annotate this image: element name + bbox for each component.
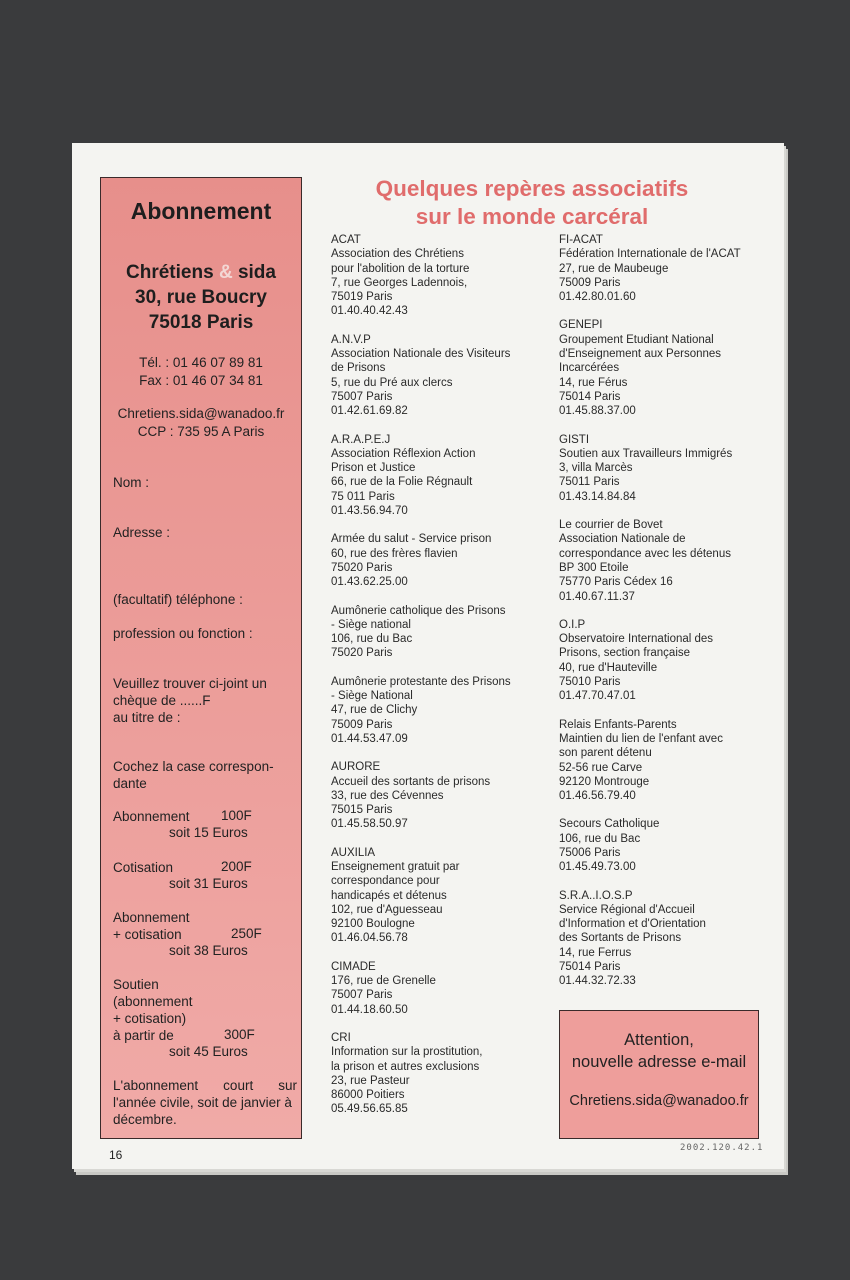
association-entry: [559, 318, 779, 418]
association-detail: 01.44.18.60.50: [331, 1003, 408, 1016]
association-detail: 106, rue du Bac: [331, 633, 413, 646]
cochez-line1: Cochez la case correspon-: [113, 759, 274, 774]
association-detail: 14, rue Ferrus: [559, 946, 632, 959]
association-entry: [331, 846, 551, 946]
association-detail: 75020 Paris: [331, 647, 393, 660]
cochez-instructions: [113, 758, 274, 792]
association-name: ACAT: [331, 234, 361, 246]
org-name: [101, 260, 301, 285]
association-name: S.R.A..I.O.S.P: [559, 889, 633, 902]
option-abonnement-label: Abonnement: [113, 809, 190, 824]
association-detail: 5, rue du Pré aux clercs: [331, 376, 453, 389]
ccp-line: CCP : 735 95 A Paris: [137, 424, 265, 439]
association-entry: [331, 760, 551, 831]
option-abonnement-price: 100F: [221, 808, 252, 823]
option-combo-label: [113, 909, 190, 943]
combo-line1: Abonnement: [113, 910, 190, 925]
association-entry: [559, 618, 779, 704]
association-detail: 75007 Paris: [331, 390, 393, 403]
association-detail: d'Enseignement aux Personnes: [559, 348, 722, 361]
association-detail: 75019 Paris: [331, 291, 393, 304]
association-detail: Enseignement gratuit par: [331, 860, 460, 873]
association-detail: la prison et autres exclusions: [331, 1060, 480, 1073]
association-name: Relais Enfants-Parents: [559, 718, 677, 731]
association-detail: 14, rue Férus: [559, 376, 628, 389]
association-name: A.N.V.P: [331, 333, 371, 346]
association-detail: Maintien du lien de l'enfant avec: [559, 732, 723, 745]
sidebar-title: Abonnement: [130, 198, 272, 224]
association-detail: Association Nationale des Visiteurs: [331, 348, 511, 361]
association-name: Aumônerie protestante des Prisons: [331, 675, 511, 688]
sidebar-address: [101, 260, 301, 335]
cheque-line1: Veuillez trouver ci-joint un: [113, 676, 267, 691]
subscription-sidebar: [100, 177, 302, 1139]
association-detail: Observatoire International des: [559, 633, 714, 646]
association-entry: [331, 960, 551, 1017]
association-entry: [331, 604, 551, 661]
association-detail: correspondance pour: [331, 875, 440, 888]
association-detail: BP 300 Etoile: [559, 561, 629, 574]
association-name: AURORE: [331, 761, 381, 774]
footer-line2: l'année civile, soit de janvier à: [113, 1095, 292, 1110]
cochez-line2: dante: [113, 776, 147, 791]
association-detail: 01.44.53.47.09: [331, 732, 408, 745]
association-entry: [331, 233, 551, 319]
association-detail: 106, rue du Bac: [559, 832, 641, 845]
association-detail: 27, rue de Maubeuge: [559, 262, 669, 275]
page-number: 16: [109, 1148, 123, 1162]
association-detail: 176, rue de Grenelle: [331, 975, 436, 988]
association-detail: 75009 Paris: [559, 276, 621, 289]
association-name: Le courrier de Bovet: [559, 519, 663, 532]
association-detail: 33, rue des Cévennes: [331, 789, 444, 802]
association-detail: 102, rue d'Aguesseau: [331, 903, 443, 916]
org-ampersand: &: [218, 262, 233, 283]
main-title-line1: Quelques repères associatifs: [375, 176, 689, 201]
association-detail: 92100 Boulogne: [331, 918, 415, 931]
association-entry: [559, 433, 779, 504]
association-detail: 75007 Paris: [331, 989, 393, 1002]
association-detail: 01.45.49.73.00: [559, 861, 636, 874]
org-name-part2: sida: [237, 262, 276, 283]
association-detail: Accueil des sortants de prisons: [331, 775, 491, 788]
association-detail: 92120 Montrouge: [559, 775, 650, 788]
association-entry: [331, 1031, 551, 1117]
association-name: FI-ACAT: [559, 234, 603, 246]
association-detail: Information sur la prostitution,: [331, 1046, 483, 1059]
soutien-line2: (abonnement: [113, 994, 193, 1009]
association-detail: 23, rue Pasteur: [331, 1074, 410, 1087]
association-detail: de Prisons: [331, 362, 386, 375]
option-combo-euros: soit 38 Euros: [169, 943, 248, 958]
field-telephone: (facultatif) téléphone :: [113, 592, 243, 607]
soutien-line1: Soutien: [113, 977, 159, 992]
notice-email: Chretiens.sida@wanadoo.fr: [569, 1093, 749, 1109]
association-entry: [331, 333, 551, 419]
association-detail: 01.46.56.79.40: [559, 790, 636, 803]
association-detail: 75011 Paris: [559, 476, 620, 489]
cheque-instructions: [113, 675, 267, 726]
association-entry: [559, 233, 779, 304]
tel-line: Tél. : 01 46 07 89 81: [139, 355, 263, 370]
association-detail: 75009 Paris: [331, 718, 393, 731]
association-detail: 01.46.04.56.78: [331, 932, 408, 945]
field-profession: profession ou fonction :: [113, 626, 253, 641]
subscription-footer: [113, 1077, 297, 1128]
option-cotisation-price: 200F: [221, 859, 252, 874]
association-entry: [559, 718, 779, 804]
soutien-line3: + cotisation): [113, 1011, 187, 1026]
association-detail: 75 011 Paris: [331, 490, 395, 503]
contact-phone: [101, 354, 301, 390]
association-detail: 01.43.56.94.70: [331, 505, 408, 518]
association-detail: Service Régional d'Accueil: [559, 903, 695, 916]
association-name: CIMADE: [331, 960, 376, 973]
association-detail: Association Réflexion Action: [331, 447, 476, 460]
option-cotisation-label: Cotisation: [113, 860, 174, 875]
association-detail: 86000 Poitiers: [331, 1089, 405, 1102]
association-entry: [331, 433, 551, 519]
association-detail: handicapés et détenus: [331, 889, 447, 902]
footer-line3: décembre.: [113, 1112, 177, 1127]
association-detail: 01.47.70.47.01: [559, 690, 636, 703]
association-detail: 7, rue Georges Ladennois,: [331, 276, 468, 289]
association-detail: 75010 Paris: [559, 676, 621, 689]
option-soutien-price: 300F: [224, 1027, 255, 1042]
field-nom: Nom :: [113, 475, 150, 490]
main-title: [310, 175, 754, 231]
association-detail: Soutien aux Travailleurs Immigrés: [559, 447, 733, 460]
association-detail: 75020 Paris: [331, 561, 393, 574]
association-name: O.I.P: [559, 618, 586, 631]
association-detail: - Siège National: [331, 690, 413, 703]
association-detail: d'Information et d'Orientation: [559, 918, 706, 931]
association-detail: 66, rue de la Folie Régnault: [331, 476, 473, 489]
association-detail: Fédération Internationale de l'ACAT: [559, 248, 741, 261]
org-name-part1: Chrétiens: [126, 262, 214, 283]
association-name: Armée du salut - Service prison: [331, 533, 492, 546]
association-list-left: [331, 233, 551, 1131]
email-line: Chretiens.sida@wanadoo.fr: [117, 406, 285, 421]
street-line: 30, rue Boucry: [135, 287, 267, 308]
association-entry: [559, 889, 779, 989]
notice-line1: Attention,: [624, 1031, 694, 1049]
association-detail: - Siège national: [331, 618, 411, 631]
association-detail: 01.42.80.01.60: [559, 291, 636, 304]
association-detail: Association des Chrétiens: [331, 248, 464, 261]
association-detail: 01.45.58.50.97: [331, 818, 408, 831]
association-detail: 05.49.56.65.85: [331, 1103, 408, 1116]
association-name: Secours Catholique: [559, 818, 660, 831]
association-entry: [331, 675, 551, 746]
page-sheet: [72, 143, 784, 1169]
association-detail: 75014 Paris: [559, 961, 621, 974]
association-detail: 01.40.40.42.43: [331, 305, 408, 318]
association-name: CRI: [331, 1031, 351, 1044]
option-combo-price: 250F: [231, 926, 262, 941]
association-entry: [331, 532, 551, 589]
association-entry: [559, 518, 779, 604]
contact-email: [101, 405, 301, 441]
archive-mark: 2002.120.42.1: [680, 1143, 764, 1153]
notice-line2: nouvelle adresse e-mail: [571, 1053, 747, 1071]
association-detail: 01.42.61.69.82: [331, 405, 408, 418]
email-notice-box: [559, 1010, 759, 1139]
association-detail: Incarcérées: [559, 362, 620, 375]
cheque-line2: chèque de ......F: [113, 693, 211, 708]
association-detail: Groupement Etudiant National: [559, 333, 714, 346]
association-detail: 75015 Paris: [331, 804, 393, 817]
association-detail: 40, rue d'Hauteville: [559, 661, 658, 674]
field-adresse: Adresse :: [113, 525, 171, 540]
association-name: GENEPI: [559, 319, 603, 332]
association-detail: 47, rue de Clichy: [331, 704, 418, 717]
association-detail: 52-56 rue Carve: [559, 761, 643, 774]
main-title-line2: sur le monde carcéral: [415, 204, 649, 229]
association-detail: 60, rue des frères flavien: [331, 547, 458, 560]
association-name: GISTI: [559, 433, 590, 446]
cheque-line3: au titre de :: [113, 710, 181, 725]
association-detail: correspondance avec les détenus: [559, 547, 731, 560]
option-cotisation-euros: soit 31 Euros: [169, 876, 248, 891]
fax-line: Fax : 01 46 07 34 81: [139, 373, 263, 388]
association-detail: des Sortants de Prisons: [559, 932, 682, 945]
footer-line1: L'abonnement court sur: [113, 1078, 297, 1093]
association-name: AUXILIA: [331, 846, 376, 859]
soutien-line4: à partir de: [113, 1028, 174, 1043]
association-detail: 75006 Paris: [559, 846, 621, 859]
association-detail: pour l'abolition de la torture: [331, 262, 470, 275]
association-name: Aumônerie catholique des Prisons: [331, 604, 506, 617]
association-detail: son parent détenu: [559, 747, 652, 760]
association-detail: Prisons, section française: [559, 647, 691, 660]
city-line: 75018 Paris: [148, 312, 254, 333]
association-detail: 01.44.32.72.33: [559, 975, 636, 988]
option-abonnement-euros: soit 15 Euros: [169, 825, 248, 840]
association-detail: 75014 Paris: [559, 390, 621, 403]
association-detail: 3, villa Marcès: [559, 462, 633, 475]
association-entry: [559, 817, 779, 874]
association-detail: Prison et Justice: [331, 462, 416, 475]
association-detail: 01.40.67.11.37: [559, 590, 635, 603]
option-soutien-label: [113, 976, 193, 1044]
association-detail: 01.43.14.84.84: [559, 490, 636, 503]
association-detail: 75770 Paris Cédex 16: [559, 576, 673, 589]
combo-line2: + cotisation: [113, 927, 182, 942]
association-detail: 01.45.88.37.00: [559, 405, 636, 418]
association-name: A.R.A.P.E.J: [331, 433, 391, 446]
option-soutien-euros: soit 45 Euros: [169, 1044, 248, 1059]
association-detail: Association Nationale de: [559, 533, 686, 546]
association-list-right: [559, 233, 779, 1003]
association-detail: 01.43.62.25.00: [331, 576, 408, 589]
